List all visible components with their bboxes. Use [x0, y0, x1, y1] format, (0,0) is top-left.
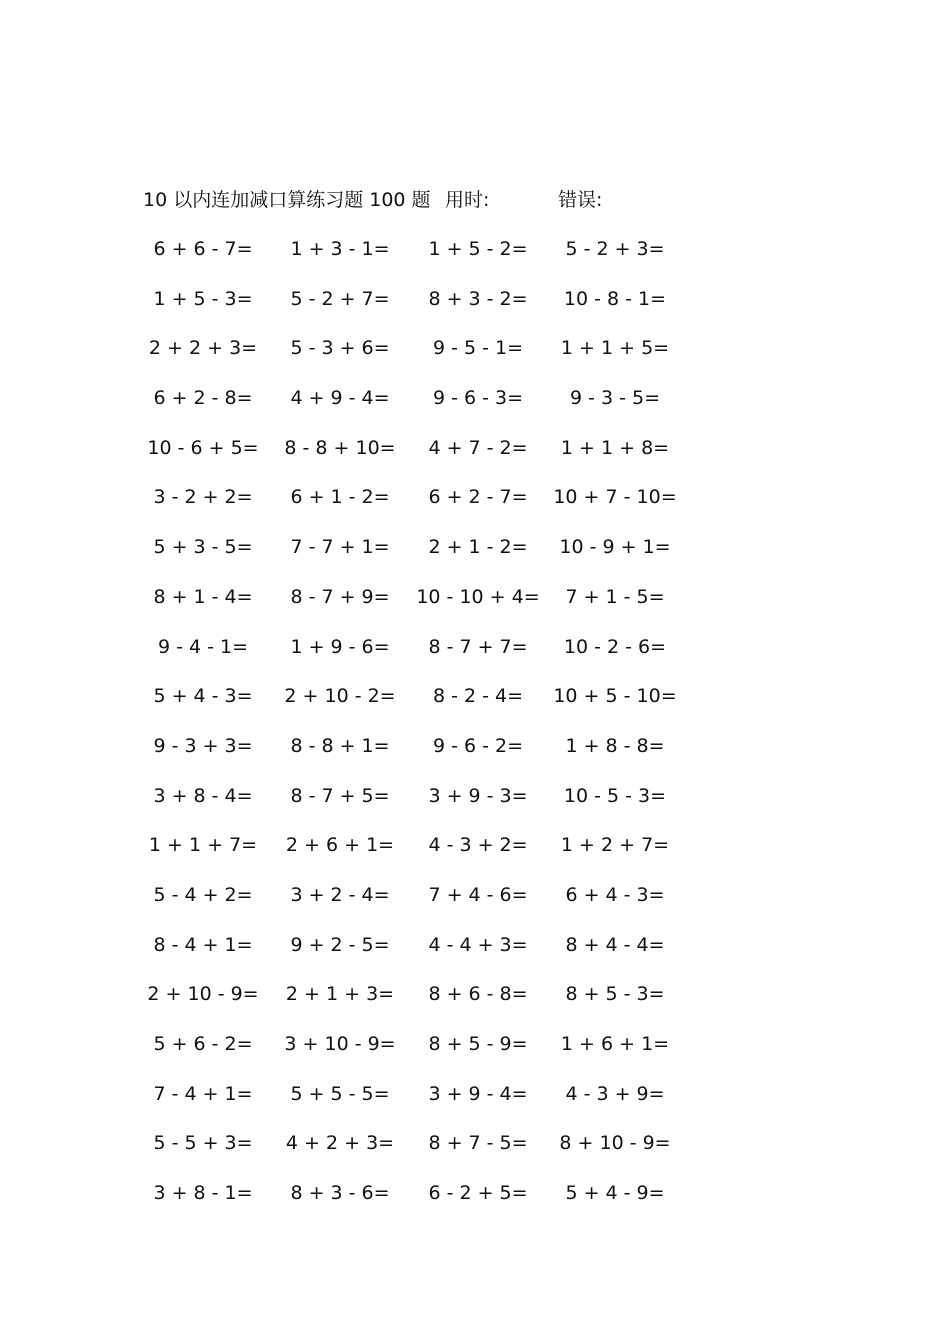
math-problem: 1 + 8 - 8= — [565, 734, 665, 757]
math-problem: 2 + 6 + 1= — [285, 834, 395, 857]
problem-row — [0, 630, 950, 680]
math-problem: 9 - 6 - 3= — [432, 387, 524, 410]
problem-row — [0, 1176, 950, 1226]
math-problem: 8 + 7 - 5= — [428, 1132, 528, 1155]
math-problem: 9 - 5 - 1= — [432, 337, 524, 360]
math-problem: 10 - 9 + 1= — [559, 536, 671, 559]
math-problem: 8 + 5 - 3= — [565, 983, 665, 1006]
math-problem: 5 - 2 + 7= — [290, 287, 390, 310]
problem-row — [0, 977, 950, 1027]
math-problem: 3 + 10 - 9= — [284, 1033, 396, 1055]
problem-row — [0, 282, 950, 332]
time-used-label: 用时: — [445, 189, 490, 211]
math-problem: 6 + 2 - 8= — [153, 387, 253, 410]
math-problem: 7 - 4 + 1= — [153, 1082, 253, 1105]
math-problem: 1 + 1 + 8= — [560, 436, 670, 459]
math-problem: 4 - 4 + 3= — [428, 933, 528, 956]
problem-row — [0, 530, 950, 580]
math-problem: 5 + 6 - 2= — [153, 1033, 253, 1055]
math-problem: 1 + 6 + 1= — [560, 1033, 670, 1055]
math-problem: 10 - 5 - 3= — [563, 784, 667, 807]
math-problem: 10 - 2 - 6= — [563, 635, 667, 658]
math-problem: 4 - 3 + 9= — [565, 1082, 665, 1105]
problem-row — [0, 580, 950, 630]
math-problem: 2 + 1 + 3= — [285, 983, 395, 1006]
math-problem: 3 + 8 - 1= — [153, 1182, 253, 1205]
math-problem: 3 - 2 + 2= — [153, 486, 253, 509]
worksheet-header — [143, 186, 703, 214]
math-problem: 8 - 8 + 10= — [284, 436, 396, 459]
problem-row — [0, 1027, 950, 1077]
problem-row — [0, 1126, 950, 1176]
math-problem: 8 + 5 - 9= — [428, 1033, 528, 1055]
math-problem: 4 - 3 + 2= — [428, 834, 528, 857]
worksheet-title: 10 以内连加减口算练习题 100 题 — [143, 189, 431, 211]
math-problem: 5 - 4 + 2= — [153, 883, 253, 906]
math-problem: 8 - 2 - 4= — [432, 685, 524, 708]
math-problem: 8 + 3 - 6= — [290, 1182, 390, 1205]
math-problem: 9 - 3 - 5= — [569, 387, 661, 410]
math-problem: 2 + 1 - 2= — [428, 536, 528, 559]
math-problem: 5 + 5 - 5= — [290, 1082, 390, 1105]
math-problem: 5 - 2 + 3= — [565, 238, 665, 260]
math-problem: 1 + 3 - 1= — [290, 238, 390, 260]
problem-row — [0, 679, 950, 729]
math-problem: 9 - 6 - 2= — [432, 734, 524, 757]
math-problem: 2 + 2 + 3= — [148, 337, 258, 360]
problem-row — [0, 381, 950, 431]
math-problem: 3 + 9 - 3= — [428, 784, 528, 807]
math-problem: 1 + 5 - 2= — [428, 238, 528, 260]
math-problem: 1 + 5 - 3= — [153, 287, 253, 310]
math-problem: 1 + 9 - 6= — [290, 635, 390, 658]
errors-label: 错误: — [558, 189, 603, 211]
math-problem: 8 - 4 + 1= — [153, 933, 253, 956]
math-problem: 3 + 9 - 4= — [428, 1082, 528, 1105]
math-problem: 5 - 5 + 3= — [153, 1132, 253, 1155]
math-problem: 8 - 8 + 1= — [290, 734, 390, 757]
problem-row — [0, 431, 950, 481]
math-problem: 6 - 2 + 5= — [428, 1182, 528, 1205]
math-problem: 8 + 6 - 8= — [428, 983, 528, 1006]
math-problem: 2 + 10 - 2= — [284, 685, 396, 708]
math-problem: 10 + 5 - 10= — [553, 685, 677, 708]
math-problem: 3 + 2 - 4= — [290, 883, 390, 906]
math-problem: 1 + 2 + 7= — [560, 834, 670, 857]
math-problem: 10 - 6 + 5= — [147, 436, 259, 459]
problem-grid — [0, 232, 950, 1226]
problem-row — [0, 828, 950, 878]
problem-row — [0, 878, 950, 928]
math-problem: 9 - 4 - 1= — [157, 635, 249, 658]
math-problem: 1 + 1 + 5= — [560, 337, 670, 360]
math-problem: 10 - 8 - 1= — [563, 287, 667, 310]
math-problem: 5 + 4 - 3= — [153, 685, 253, 708]
math-problem: 7 + 4 - 6= — [428, 883, 528, 906]
math-problem: 5 + 4 - 9= — [565, 1182, 665, 1205]
problem-row — [0, 480, 950, 530]
math-problem: 8 - 7 + 7= — [428, 635, 528, 658]
math-problem: 10 + 7 - 10= — [553, 486, 677, 509]
math-problem: 7 - 7 + 1= — [290, 536, 390, 559]
math-problem: 3 + 8 - 4= — [153, 784, 253, 807]
math-problem: 5 - 3 + 6= — [290, 337, 390, 360]
math-problem: 6 + 6 - 7= — [153, 238, 253, 260]
problem-row — [0, 928, 950, 978]
math-problem: 8 - 7 + 9= — [290, 585, 390, 608]
math-problem: 9 + 2 - 5= — [290, 933, 390, 956]
problem-row — [0, 1077, 950, 1127]
problem-row — [0, 729, 950, 779]
math-problem: 8 + 1 - 4= — [153, 585, 253, 608]
math-problem: 8 + 3 - 2= — [428, 287, 528, 310]
math-problem: 4 + 2 + 3= — [285, 1132, 395, 1155]
math-problem: 8 - 7 + 5= — [290, 784, 390, 807]
math-problem: 5 + 3 - 5= — [153, 536, 253, 559]
math-problem: 6 + 2 - 7= — [428, 486, 528, 509]
math-problem: 6 + 1 - 2= — [290, 486, 390, 509]
problem-row — [0, 232, 950, 282]
math-problem: 10 - 10 + 4= — [416, 585, 540, 608]
math-problem: 1 + 1 + 7= — [148, 834, 258, 857]
math-problem: 4 + 7 - 2= — [428, 436, 528, 459]
math-problem: 9 - 3 + 3= — [153, 734, 253, 757]
math-problem: 2 + 10 - 9= — [147, 983, 259, 1006]
math-problem: 8 + 4 - 4= — [565, 933, 665, 956]
math-problem: 7 + 1 - 5= — [565, 585, 665, 608]
math-problem: 4 + 9 - 4= — [290, 387, 390, 410]
problem-row — [0, 779, 950, 829]
math-problem: 8 + 10 - 9= — [559, 1132, 671, 1155]
math-problem: 6 + 4 - 3= — [565, 883, 665, 906]
problem-row — [0, 331, 950, 381]
